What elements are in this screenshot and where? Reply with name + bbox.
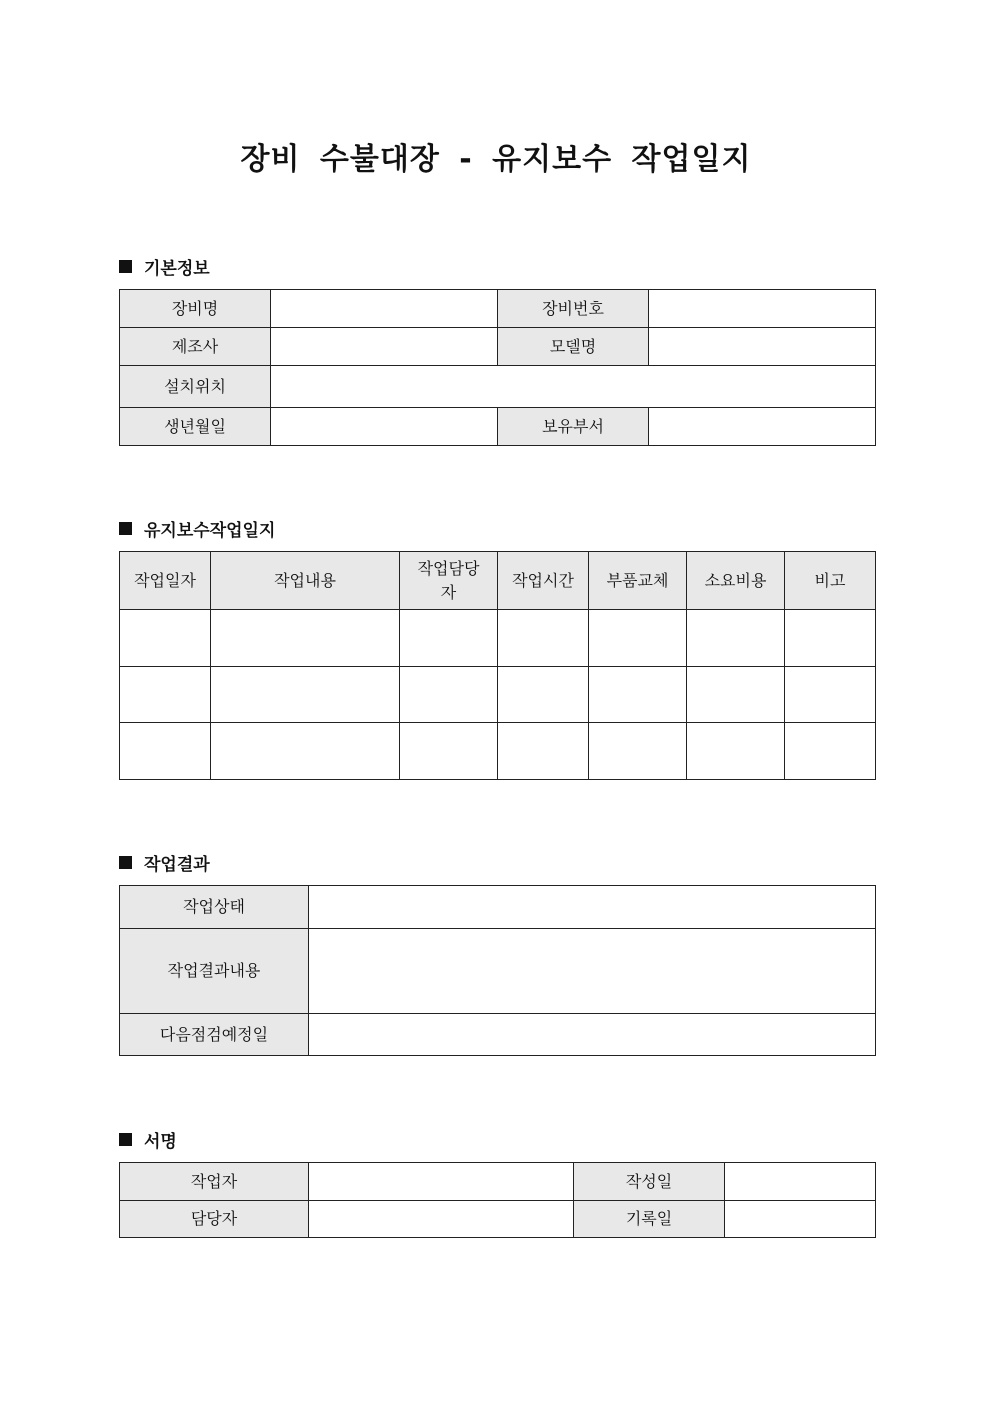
recorded-date-label: 기록일 [574, 1201, 725, 1238]
manager-signature-field[interactable] [309, 1201, 574, 1238]
work-content-cell[interactable] [211, 723, 400, 780]
worker-cell[interactable] [400, 723, 498, 780]
work-time-cell[interactable] [498, 667, 589, 723]
cost-cell[interactable] [687, 667, 785, 723]
work-status-field[interactable] [309, 886, 876, 929]
equipment-number-label: 장비번호 [498, 290, 649, 328]
column-header-work-content: 작업내용 [211, 552, 400, 610]
work-content-cell[interactable] [211, 610, 400, 667]
worker-signature-field[interactable] [309, 1163, 574, 1201]
work-time-cell[interactable] [498, 723, 589, 780]
recorded-date-field[interactable] [725, 1201, 876, 1238]
section-heading-label: 유지보수작업일지 [144, 521, 276, 541]
square-bullet-icon [119, 260, 132, 273]
table-row [120, 723, 876, 780]
section-heading-basic-info [119, 254, 210, 279]
work-content-cell[interactable] [211, 667, 400, 723]
section-heading-signature [119, 1127, 177, 1152]
production-date-field[interactable] [271, 408, 498, 446]
column-header-work-time: 작업시간 [498, 552, 589, 610]
owning-department-field[interactable] [649, 408, 876, 446]
production-date-label: 생년월일 [120, 408, 271, 446]
column-header-cost: 소요비용 [687, 552, 785, 610]
written-date-field[interactable] [725, 1163, 876, 1201]
work-status-label: 작업상태 [120, 886, 309, 929]
parts-replaced-cell[interactable] [589, 667, 687, 723]
square-bullet-icon [119, 856, 132, 869]
column-header-parts-replaced: 부품교체 [589, 552, 687, 610]
cost-cell[interactable] [687, 723, 785, 780]
equipment-name-field[interactable] [271, 290, 498, 328]
column-header-worker: 작업담당자 [400, 552, 498, 610]
written-date-label: 작성일 [574, 1163, 725, 1201]
equipment-name-label: 장비명 [120, 290, 271, 328]
install-location-field[interactable] [271, 366, 876, 408]
work-result-details-label: 작업결과내용 [120, 929, 309, 1014]
square-bullet-icon [119, 522, 132, 535]
work-date-cell[interactable] [120, 610, 211, 667]
table-row [120, 667, 876, 723]
work-result-table [119, 885, 876, 1056]
next-inspection-field[interactable] [309, 1014, 876, 1056]
model-name-label: 모델명 [498, 328, 649, 366]
column-header-work-date: 작업일자 [120, 552, 211, 610]
section-heading-label: 기본정보 [144, 259, 210, 279]
parts-replaced-cell[interactable] [589, 610, 687, 667]
install-location-label: 설치위치 [120, 366, 271, 408]
maintenance-log-table [119, 551, 876, 780]
basic-info-table [119, 289, 876, 446]
section-heading-maintenance-log [119, 516, 275, 541]
model-name-field[interactable] [649, 328, 876, 366]
equipment-number-field[interactable] [649, 290, 876, 328]
work-time-cell[interactable] [498, 610, 589, 667]
parts-replaced-cell[interactable] [589, 723, 687, 780]
worker-label: 작업자 [120, 1163, 309, 1201]
owning-department-label: 보유부서 [498, 408, 649, 446]
column-header-remarks: 비고 [785, 552, 876, 610]
manufacturer-field[interactable] [271, 328, 498, 366]
worker-cell[interactable] [400, 610, 498, 667]
section-heading-label: 작업결과 [144, 855, 210, 875]
remarks-cell[interactable] [785, 667, 876, 723]
section-heading-label: 서명 [144, 1132, 177, 1152]
document-title: 장비 수불대장 - 유지보수 작업일지 [240, 142, 752, 177]
signature-table [119, 1162, 876, 1238]
worker-cell[interactable] [400, 667, 498, 723]
manufacturer-label: 제조사 [120, 328, 271, 366]
table-row [120, 610, 876, 667]
work-result-details-field[interactable] [309, 929, 876, 1014]
work-date-cell[interactable] [120, 667, 211, 723]
section-heading-work-result [119, 850, 210, 875]
work-date-cell[interactable] [120, 723, 211, 780]
cost-cell[interactable] [687, 610, 785, 667]
remarks-cell[interactable] [785, 723, 876, 780]
remarks-cell[interactable] [785, 610, 876, 667]
square-bullet-icon [119, 1133, 132, 1146]
next-inspection-label: 다음점검예정일 [120, 1014, 309, 1056]
manager-label: 담당자 [120, 1201, 309, 1238]
